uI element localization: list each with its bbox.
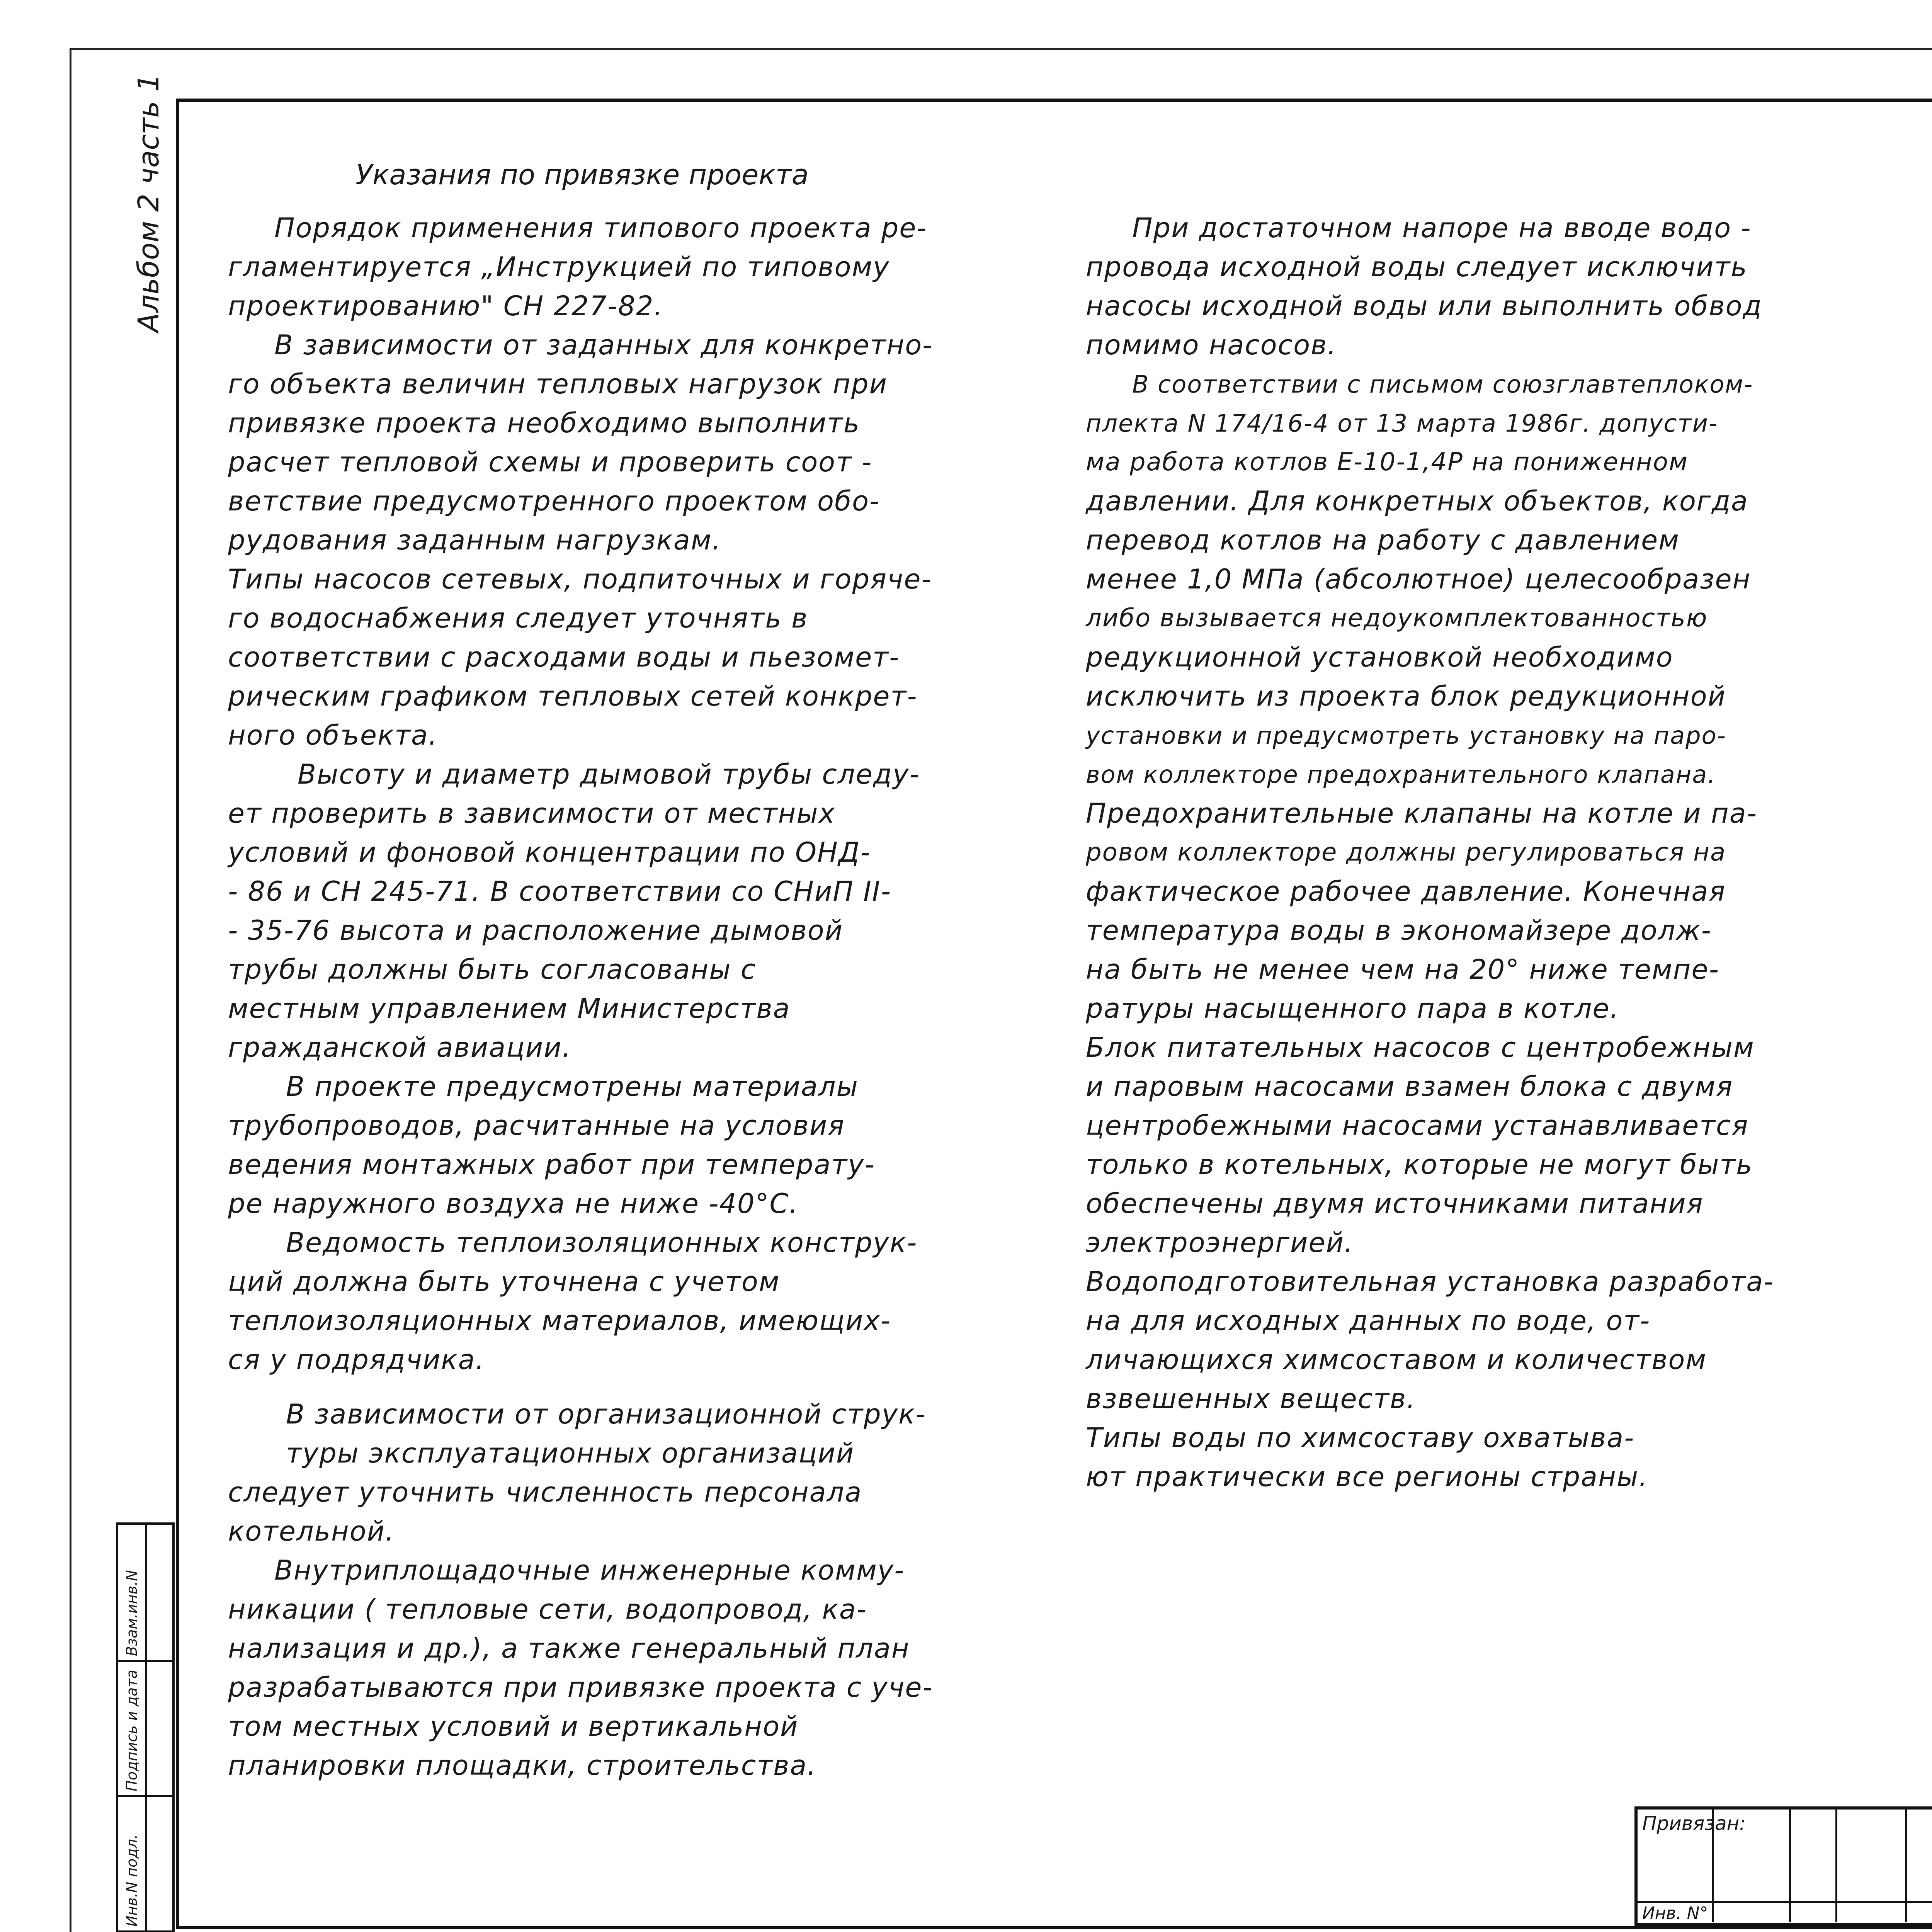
text-line: том местных условий и вертикальной	[228, 1711, 799, 1742]
text-line: планировки площадки, строительства.	[228, 1750, 817, 1781]
text-line: ций должна быть уточнена с учетом	[228, 1266, 780, 1298]
stamp-divider	[145, 1525, 147, 1930]
text-line: ют практически все регионы страны.	[1086, 1461, 1648, 1493]
text-line: нализация и др.), а также генеральный план	[228, 1633, 910, 1664]
text-line: ветствие предусмотренного проектом обо-	[228, 485, 880, 517]
text-line: трубы должны быть согласованы с	[228, 954, 757, 985]
text-line: плекта N 174/16-4 от 13 марта 1986г. допусти-	[1086, 409, 1718, 437]
text-line: вом коллекторе предохранительного клапана.	[1086, 760, 1716, 789]
text-line: В соответствии с письмом союзглавтеплоком-	[1132, 370, 1753, 398]
text-line: - 86 и СН 245-71. В соответствии со СНиП II-	[228, 876, 891, 907]
text-line: ре наружного воздуха не ниже -40°С.	[228, 1188, 799, 1219]
stamp-label-inv: Инв.N подл.	[123, 1834, 140, 1927]
text-line: туры эксплуатационных организаций	[286, 1437, 855, 1469]
text-line: перевод котлов на работу с давлением	[1086, 524, 1680, 556]
text-line: условий и фоновой концентрации по ОНД-	[228, 837, 871, 868]
text-line: никации ( тепловые сети, водопровод, ка-	[228, 1594, 867, 1625]
text-line: теплоизоляционных материалов, имеющих-	[228, 1305, 891, 1337]
tb-border	[1634, 1806, 1638, 1926]
page-title: Указания по привязке проекта	[355, 158, 809, 191]
text-line: личающихся химсоставом и количеством	[1086, 1344, 1707, 1376]
tb-grid	[1634, 1901, 1932, 1903]
text-line: насосы исходной воды или выполнить обвод	[1086, 290, 1762, 322]
text-line: гламентируется „Инструкцией по типовому	[228, 251, 890, 283]
text-line: центробежными насосами устанавливается	[1086, 1110, 1749, 1141]
text-line: Ведомость теплоизоляционных конструк-	[286, 1227, 918, 1259]
text-line: расчет тепловой схемы и проверить соот -	[228, 446, 872, 478]
text-line: гражданской авиации.	[228, 1032, 571, 1063]
tb-grid	[1835, 1806, 1837, 1922]
text-line: привязке проекта необходимо выполнить	[228, 407, 861, 439]
tb-grid	[1905, 1806, 1907, 1922]
text-line: Типы воды по химсоставу охватыва-	[1086, 1422, 1635, 1454]
stamp-label-replace: Взам.инв.N	[123, 1570, 140, 1656]
text-line: обеспечены двумя источниками питания	[1086, 1188, 1704, 1219]
text-line: ного объекта.	[228, 719, 438, 751]
text-line: ровом коллекторе должны регулироваться на	[1086, 838, 1726, 867]
text-line: рудования заданным нагрузкам.	[228, 524, 721, 556]
text-line: Блок питательных насосов с центробежным	[1086, 1032, 1755, 1063]
text-line: помимо насосов.	[1086, 329, 1337, 361]
text-line: В проекте предусмотрены материалы	[286, 1071, 859, 1102]
text-line: Типы насосов сетевых, подпиточных и горяче-	[228, 563, 932, 595]
text-line: электроэнергией.	[1086, 1227, 1354, 1259]
text-column-2	[1086, 209, 1774, 1497]
album-label: Альбом 2 часть 1	[132, 73, 165, 332]
inv-label: Инв. N°	[1642, 1903, 1708, 1923]
text-line: ет проверить в зависимости от местных	[228, 798, 836, 829]
text-line: ся у подрядчика.	[228, 1344, 485, 1376]
text-line: котельной.	[228, 1515, 395, 1547]
text-line: давлении. Для конкретных объектов, когда	[1086, 485, 1748, 517]
text-line: на для исходных данных по воде, от-	[1086, 1305, 1651, 1337]
text-line: В зависимости от организационной струк-	[286, 1398, 926, 1430]
text-line: взвешенных веществ.	[1086, 1383, 1416, 1415]
stamp-label-signature: Подпись и дата	[123, 1670, 140, 1791]
text-line: исключить из проекта блок редукционной	[1086, 680, 1726, 712]
text-line: го объекта величин тепловых нагрузок при	[228, 368, 888, 400]
text-line: местным управлением Министерства	[228, 993, 791, 1024]
text-line: либо вызывается недоукомплектованностью	[1086, 604, 1708, 633]
text-line: только в котельных, которые не могут быть	[1086, 1149, 1753, 1180]
text-line: рическим графиком тепловых сетей конкрет-	[228, 680, 918, 712]
text-line: Внутриплощадочные инженерные комму-	[274, 1554, 905, 1586]
tb-border	[1634, 1923, 1932, 1926]
text-line: провода исходной воды следует исключить	[1086, 251, 1748, 283]
text-line: менее 1,0 МПа (абсолютное) целесообразен	[1086, 563, 1751, 595]
text-line: При достаточном напоре на вводе водо -	[1132, 212, 1752, 244]
text-line: - 35-76 высота и расположение дымовой	[228, 915, 844, 946]
text-line: В зависимости от заданных для конкретно-	[274, 329, 933, 361]
text-line: редукционной установкой необходимо	[1086, 641, 1673, 673]
text-line: ведения монтажных работ при температу-	[228, 1149, 875, 1180]
text-line: разрабатываются при привязке проекта с уче-	[228, 1672, 933, 1703]
text-line: ма работа котлов Е-10-1,4Р на пониженном	[1086, 448, 1689, 476]
text-line: Порядок применения типового проекта ре-	[274, 212, 927, 244]
text-column-1	[228, 209, 933, 1785]
privyazan-label: Привязан:	[1642, 1812, 1746, 1835]
text-line: трубопроводов, расчитанные на условия	[228, 1110, 845, 1141]
text-line: ратуры насыщенного пара в котле.	[1086, 993, 1619, 1024]
tb-grid	[1789, 1806, 1791, 1922]
text-line: температура воды в экономайзере долж-	[1086, 915, 1712, 946]
stamp-divider	[118, 1660, 172, 1662]
stamp-divider	[118, 1795, 172, 1797]
left-stamp-column	[116, 1522, 175, 1932]
text-line: установки и предусмотреть установку на паро-	[1086, 721, 1726, 750]
text-line: Высоту и диаметр дымовой трубы следу-	[298, 759, 920, 790]
text-line: следует уточнить численность персонала	[228, 1476, 862, 1508]
text-line: проектированию" СН 227-82.	[228, 290, 663, 322]
text-line: соответствии с расходами воды и пьезомет-	[228, 641, 900, 673]
text-line: Предохранительные клапаны на котле и па-	[1086, 798, 1757, 829]
tb-border	[1634, 1806, 1932, 1810]
text-line: Водоподготовительная установка разработа-	[1086, 1266, 1774, 1298]
text-line: го водоснабжения следует уточнять в	[228, 602, 808, 634]
text-line: и паровым насосами взамен блока с двумя	[1086, 1071, 1733, 1102]
text-line: фактическое рабочее давление. Конечная	[1086, 876, 1726, 907]
title-block	[1634, 1673, 1932, 1926]
text-line: на быть не менее чем на 20° ниже темпе-	[1086, 954, 1719, 985]
